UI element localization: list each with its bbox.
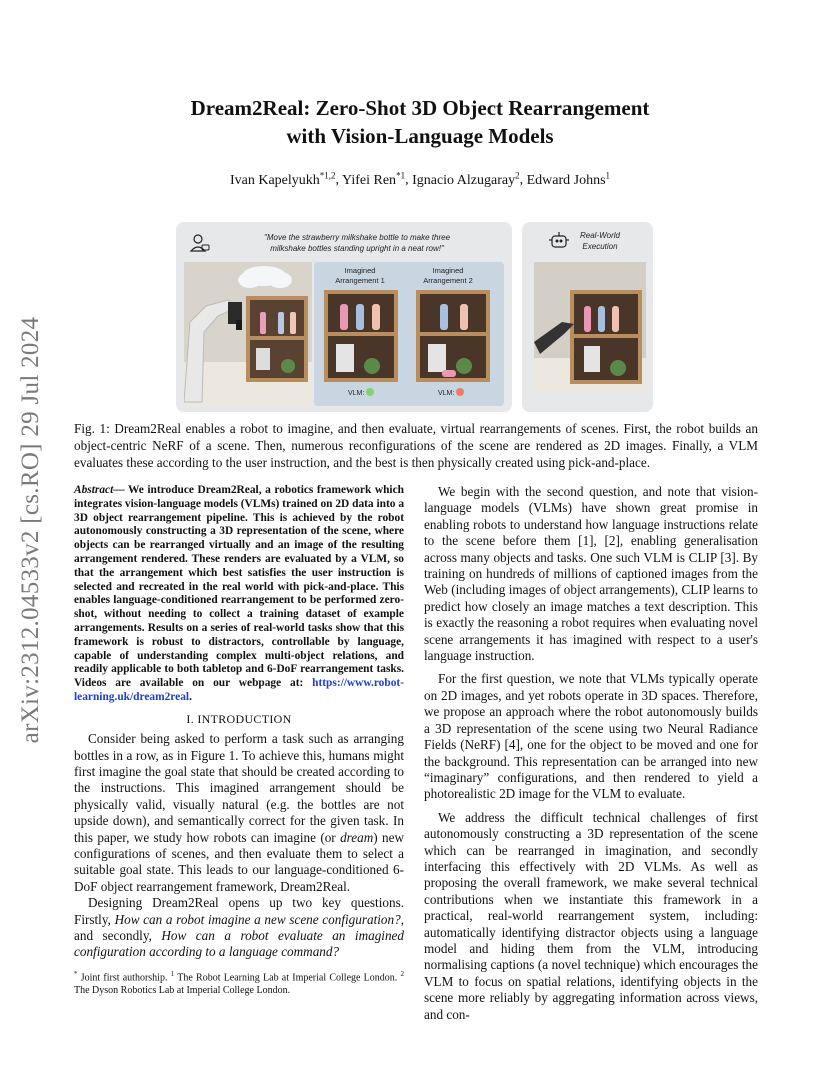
right-paragraph-1: We begin with the second question, and note that vision-language models (VLMs) have shown great promise in enabling robots to understand how language instructions relate to the scene before them [1], [2], enabling generalisation across many objects and tasks. One such VLM is CLIP [3]. By training on hundreds of millions of captioned images from the Web (including images of object arrangements), CLIP learns to predict how closely an image matches a text description. This is exactly the reasoning a robot requires when evaluating novel scene arrangements it has imagined with respect to a user's language instruction.: [424, 484, 758, 664]
figure-imagination-panel: [176, 222, 512, 412]
abstract: Abstract— We introduce Dream2Real, a robotics framework which integrates vision-language models (VLMs) trained on 2D data into a 3D object rearrangement pipeline. This is achieved by the robot autonomously constructing a 3D representation of the scene, where objects can be rearranged virtually and an image of the resulting arrangement rendered. These renders are evaluated by a VLM, so that the arrangement which best satisfies the user instruction is selected and recreated in the real world with pick-and-place. This enables language-conditioned rearrangement to be performed zero-shot, without needing to collect a training dataset of example arrangements. Results on a series of real-world tasks show that this framework is robust to distractors, controllable by language, capable of understanding complex multi-object relations, and readily applicable to both tabletop and 6-DoF rearrangement tasks. Videos are available on our webpage at: https://www.robot-learning.uk/dream2real.: [74, 484, 405, 703]
arrangement-2-label: Imagined Arrangement 2: [423, 266, 473, 285]
author-1: Ivan Kapelyukh$^{*1,2}$: [229, 170, 336, 188]
title-line-2: with Vision-Language Models: [286, 124, 554, 148]
figure-execution-panel: [522, 222, 653, 412]
robot-icon: [548, 230, 570, 252]
vlm-accept-indicator: [366, 388, 374, 396]
execution-photo: [534, 262, 646, 392]
imagined-arrangements: [314, 262, 504, 406]
scene-photo: [184, 262, 312, 406]
paper-title: [100, 94, 740, 150]
arxiv-side-stamp: arXiv:2312.04533v2 [cs.RO] 29 Jul 2024: [17, 316, 44, 744]
intro-paragraph-1: Consider being asked to perform a task such as arranging bottles in a row, as in Figure 1. To achieve this, humans might first imagine the goal state that should be created according to the instructions. This imagined arrangement should be physically valid, visually natural (e.g. the bottles are not upside down), and semantically correct for the given task. In this paper, we study how robots can imagine (or dream) new configurations of scenes, and then evaluate them to select a suitable goal state. This leads to our language-conditioned 6-DoF object rearrangement framework, Dream2Real.: [74, 731, 404, 894]
right-column: [424, 484, 758, 1023]
vlm-score-1: VLM:: [348, 388, 374, 397]
real-world-label: Real-World Execution: [579, 231, 620, 251]
left-column: [74, 484, 404, 961]
right-paragraph-3: We address the difficult technical challenges of first autonomously constructing a 3D representation of the scene which can be rearranged in imagination, and secondly interfacing this effectively with 2D VLMs. As well as proposing the overall framework, we make several technical contributions when we instantiate this framework in a practical, real-world rearrangement system, including: automatically identifying distractor objects using a language model and hiding them from the VLM, introducing normalising captions (a novel technique) which encourages the VLM to focus on spatial relations, identifying objects in the scene more reliably by aggregating information across views, and con-: [424, 809, 758, 1022]
arrangement-1-render: [324, 290, 398, 382]
title-line-1: Dream2Real: Zero-Shot 3D Object Rearrangement: [190, 96, 650, 120]
vlm-reject-indicator: [456, 388, 464, 396]
arrangement-2-render: [416, 290, 490, 382]
author-2: Yifei Ren$^{*1}$: [342, 170, 406, 188]
person-icon: [188, 232, 210, 254]
author-4: Edward Johns$^1$: [526, 170, 611, 188]
webpage-link[interactable]: https://www.robot-learning.uk/dream2real: [74, 677, 404, 703]
author-3: Ignacio Alzugaray$^2$: [412, 170, 520, 188]
author-list: Ivan Kapelyukh$^{*1,2}$, Yifei Ren$^{*1}$, Ignacio Alzugaray$^2$, Edward Johns$^1$: [229, 170, 611, 188]
section-heading: I. INTRODUCTION: [186, 711, 292, 726]
instruction-quote: "Move the strawberry milkshake bottle to make three milkshake bottles standing upright in a neat row!": [263, 233, 451, 253]
footnote: * Joint first authorship. $^1$ The Robot Learning Lab at Imperial College London. $^2$ The Dyson Robotics Lab at Imperial College London.: [74, 970, 405, 996]
intro-paragraph-2: Designing Dream2Real opens up two key questions. Firstly, How can a robot imagine a new scene configuration?, and secondly, How can a robot evaluate an imagined configuration according to a language command?: [74, 895, 404, 960]
arrangement-1-label: Imagined Arrangement 1: [335, 266, 385, 285]
right-paragraph-2: For the first question, we note that VLMs typically operate on 2D images, and yet robots operate in 3D spaces. Therefore, we propose an approach where the robot autonomously builds a 3D representation of the scene using two Neural Radiance Fields (NeRF) [4], one for the object to be moved and one for the background. This representation can be arranged into new “imaginary” configurations, and then rendered to yield a photorealistic 2D image for the VLM to evaluate.: [424, 671, 758, 802]
vlm-score-2: VLM:: [438, 388, 464, 397]
figure-caption: Fig. 1: Dream2Real enables a robot to imagine, and then evaluate, virtual rearrangements of scenes. First, the robot builds an object-centric NeRF of a scene. Then, numerous reconfigurations of the scene are rendered as 2D images. Finally, a VLM evaluates these according to the user instruction, and the best is then physically created using pick-and-place.: [74, 421, 758, 470]
